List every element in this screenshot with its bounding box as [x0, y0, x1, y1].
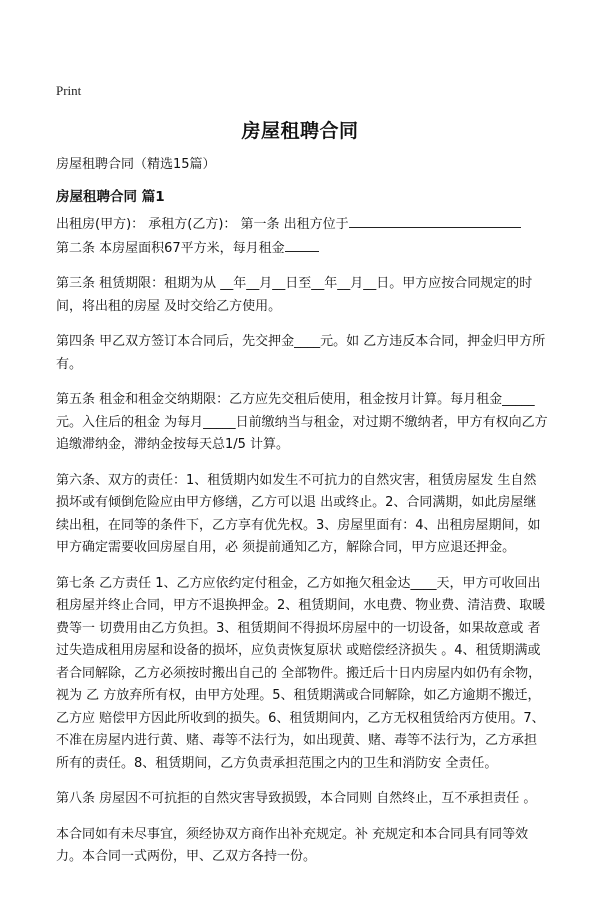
area-rent-text: 第二条 本房屋面积67平方米，每月租金 — [56, 240, 285, 256]
paragraph-supplement: 本合同如有未尽事宜，须经协双方商作出补充规定。补 充规定和本合同具有同等效力。本合同一式两份，甲、乙双方各持一份。 — [56, 826, 529, 864]
paragraph-tenant-duties: 第七条 乙方责任 1、乙方应依约定付租金，乙方如拖欠租金达____天，甲方可收回出租房屋并终止合同，甲方不退换押金。2、租赁期间，水电费、物业费、清洁费、取暖费等一 切费用由乙方负担。3、租赁期间不得损坏房屋中的一切设备，如果故意或 者过失造成租用房屋和设备的损坏，应负责恢复原状 或赔偿经济损失 。4、租赁期满或者合同解除，乙方必须按时搬出自己的 全部物件。搬迁后十日内房屋内如仍有余物，视为 乙 方放弃所有权，由甲方处理。5、租赁期满或合同解除，如乙方逾期不搬迁，乙方应 赔偿甲方因此所收到的损失。6、租赁期间内，乙方无权租赁给丙方使用。7、不准在房屋内进行黄、赌、毒等不法行为，如出现黄、赌、毒等不法行为，乙方承担所有的责任。8、租赁期间，乙方负责承担范围之内的卫生和消防安 全责任。 — [56, 575, 546, 771]
contract-body — [56, 213, 548, 882]
paragraph-parties — [56, 213, 548, 260]
parties-text: 出租房(甲方)： 承租方(乙方)： 第一条 出租方位于 — [56, 217, 349, 232]
document-title: 房屋租聘合同 — [241, 120, 359, 142]
address-blank — [349, 213, 521, 228]
paragraph-rent-payment: 第五条 租金和租金交纳期限：乙方应先交租后使用，租金按月计算。每月租金_____元。入住后的租金 为每月_____日前缴纳当与租金，对过期不缴纳者，甲方有权向乙方追缴滞纳金，滞纳金按每天总1/5 计算。 — [56, 392, 548, 452]
section-heading: 房屋租聘合同 篇1 — [56, 189, 165, 205]
paragraph-deposit: 第四条 甲乙双方签订本合同后，先交押金____元。如 乙方违反本合同，押金归甲方所有。 — [56, 334, 546, 372]
rent-blank — [285, 237, 319, 252]
document-subtitle: 房屋租聘合同（精选15篇） — [56, 157, 216, 172]
paragraph-force-majeure: 第八条 房屋因不可抗拒的自然灾害导致损毁，本合同则 自然终止，互不承担责任 。 — [56, 791, 537, 806]
paragraph-term: 第三条 租赁期限：租期为从 __年__月__日至__年__月__日。甲方应按合同规定的时间，将出租的房屋 及时交给乙方使用。 — [56, 276, 533, 314]
print-label: Print — [56, 83, 82, 98]
paragraph-mutual-duties: 第六条、双方的责任：1、租赁期内如发生不可抗力的自然灾害，租赁房屋发 生自然损坏或有倾倒危险应由甲方修缮，乙方可以退 出或终止。2、合同满期，如此房屋继续出租，在同等的条件下，乙方享有优先权。3、房屋里面有：4、出租房屋期间，如甲方确定需要收回房屋自用，必 须提前通知乙方，解除合同，甲方应退还押金。 — [56, 472, 541, 555]
